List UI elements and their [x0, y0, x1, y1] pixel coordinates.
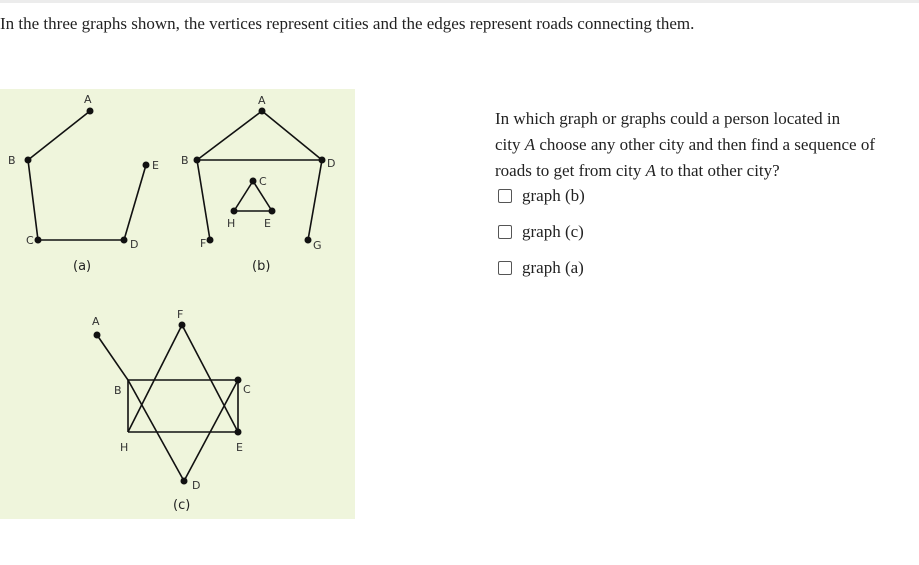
- vertex-a-a: [87, 108, 94, 115]
- vertex-a-c: [35, 237, 42, 244]
- edge-a-ab: [28, 111, 90, 160]
- vertex-b-f: [207, 237, 214, 244]
- option-graph-c[interactable]: [498, 219, 585, 245]
- top-divider: [0, 0, 919, 3]
- graph-a: [8, 93, 159, 274]
- option-label: graph (b): [522, 186, 585, 205]
- edge-a-de: [124, 165, 146, 240]
- checkbox-graph-b[interactable]: [498, 189, 512, 203]
- vertex-b-e: [269, 208, 276, 215]
- label-b-e: E: [264, 217, 271, 230]
- caption-b: (b): [252, 259, 271, 274]
- question-city-a: A: [524, 135, 536, 154]
- label-b-f: F: [200, 237, 207, 250]
- question-line-2-suffix: choose any other city and then find a sequence of: [535, 135, 876, 154]
- vertex-b-a: [259, 108, 266, 115]
- label-b-h: H: [227, 217, 236, 230]
- intro-text: In the three graphs shown, the vertices represent cities and the edges represent roads connecting them.: [0, 14, 695, 33]
- graphs-figure: [0, 89, 355, 519]
- option-graph-a[interactable]: [498, 255, 585, 281]
- graphs-svg: [0, 89, 355, 519]
- label-b-b: B: [181, 154, 189, 167]
- question-line-3-prefix: roads to get from city: [495, 161, 646, 180]
- label-c-a: A: [92, 315, 100, 328]
- question-city-a-2: A: [645, 161, 656, 180]
- edge-b-dg: [308, 160, 322, 240]
- label-c-b: B: [114, 384, 122, 397]
- label-c-e: E: [236, 441, 243, 454]
- vertex-a-d: [121, 237, 128, 244]
- vertex-b-b: [194, 157, 201, 164]
- label-c-f: F: [177, 308, 184, 321]
- edge-c-bd: [128, 380, 184, 481]
- label-c-d: D: [192, 479, 201, 492]
- vertex-b-g: [305, 237, 312, 244]
- caption-a: (a): [73, 259, 92, 274]
- vertex-c-c: [235, 377, 242, 384]
- vertex-c-d: [181, 478, 188, 485]
- question-line-2-prefix: city: [495, 135, 525, 154]
- checkbox-graph-c[interactable]: [498, 225, 512, 239]
- vertex-b-d: [319, 157, 326, 164]
- vertex-b-c: [250, 178, 257, 185]
- label-a-d: D: [130, 238, 139, 251]
- label-b-a: A: [258, 94, 266, 107]
- label-b-g: G: [313, 239, 322, 252]
- vertex-a-e: [143, 162, 150, 169]
- label-a-e: E: [152, 159, 159, 172]
- label-b-d: D: [327, 157, 336, 170]
- edge-b-ad: [262, 111, 322, 160]
- option-label: graph (a): [522, 258, 584, 277]
- graph-b: [181, 94, 335, 274]
- label-a-a: A: [84, 93, 92, 106]
- vertex-b-h: [231, 208, 238, 215]
- label-b-c: C: [259, 175, 267, 188]
- checkbox-graph-a[interactable]: [498, 261, 512, 275]
- vertex-c-a: [94, 332, 101, 339]
- edge-b-bf: [197, 160, 210, 240]
- vertex-a-b: [25, 157, 32, 164]
- graph-c: [92, 308, 251, 513]
- edge-c-cd: [184, 380, 238, 481]
- label-c-h: H: [120, 441, 129, 454]
- vertex-c-e: [235, 429, 242, 436]
- edge-c-ab: [97, 335, 128, 380]
- caption-c: (c): [173, 498, 191, 513]
- edge-c-fe: [182, 325, 238, 432]
- edge-a-bc: [28, 160, 38, 240]
- edge-b-ab: [197, 111, 262, 160]
- label-a-b: B: [8, 154, 16, 167]
- label-c-c: C: [243, 383, 251, 396]
- answer-options: [498, 183, 585, 291]
- edge-c-fh: [128, 325, 182, 432]
- label-a-c: C: [26, 234, 34, 247]
- question-line-1: In which graph or graphs could a person located in: [495, 109, 841, 128]
- question-line-3-suffix: to that other city?: [656, 161, 780, 180]
- question-text: [495, 106, 905, 184]
- option-graph-b[interactable]: [498, 183, 585, 209]
- vertex-c-f: [179, 322, 186, 329]
- option-label: graph (c): [522, 222, 584, 241]
- edge-b-ch: [234, 181, 253, 211]
